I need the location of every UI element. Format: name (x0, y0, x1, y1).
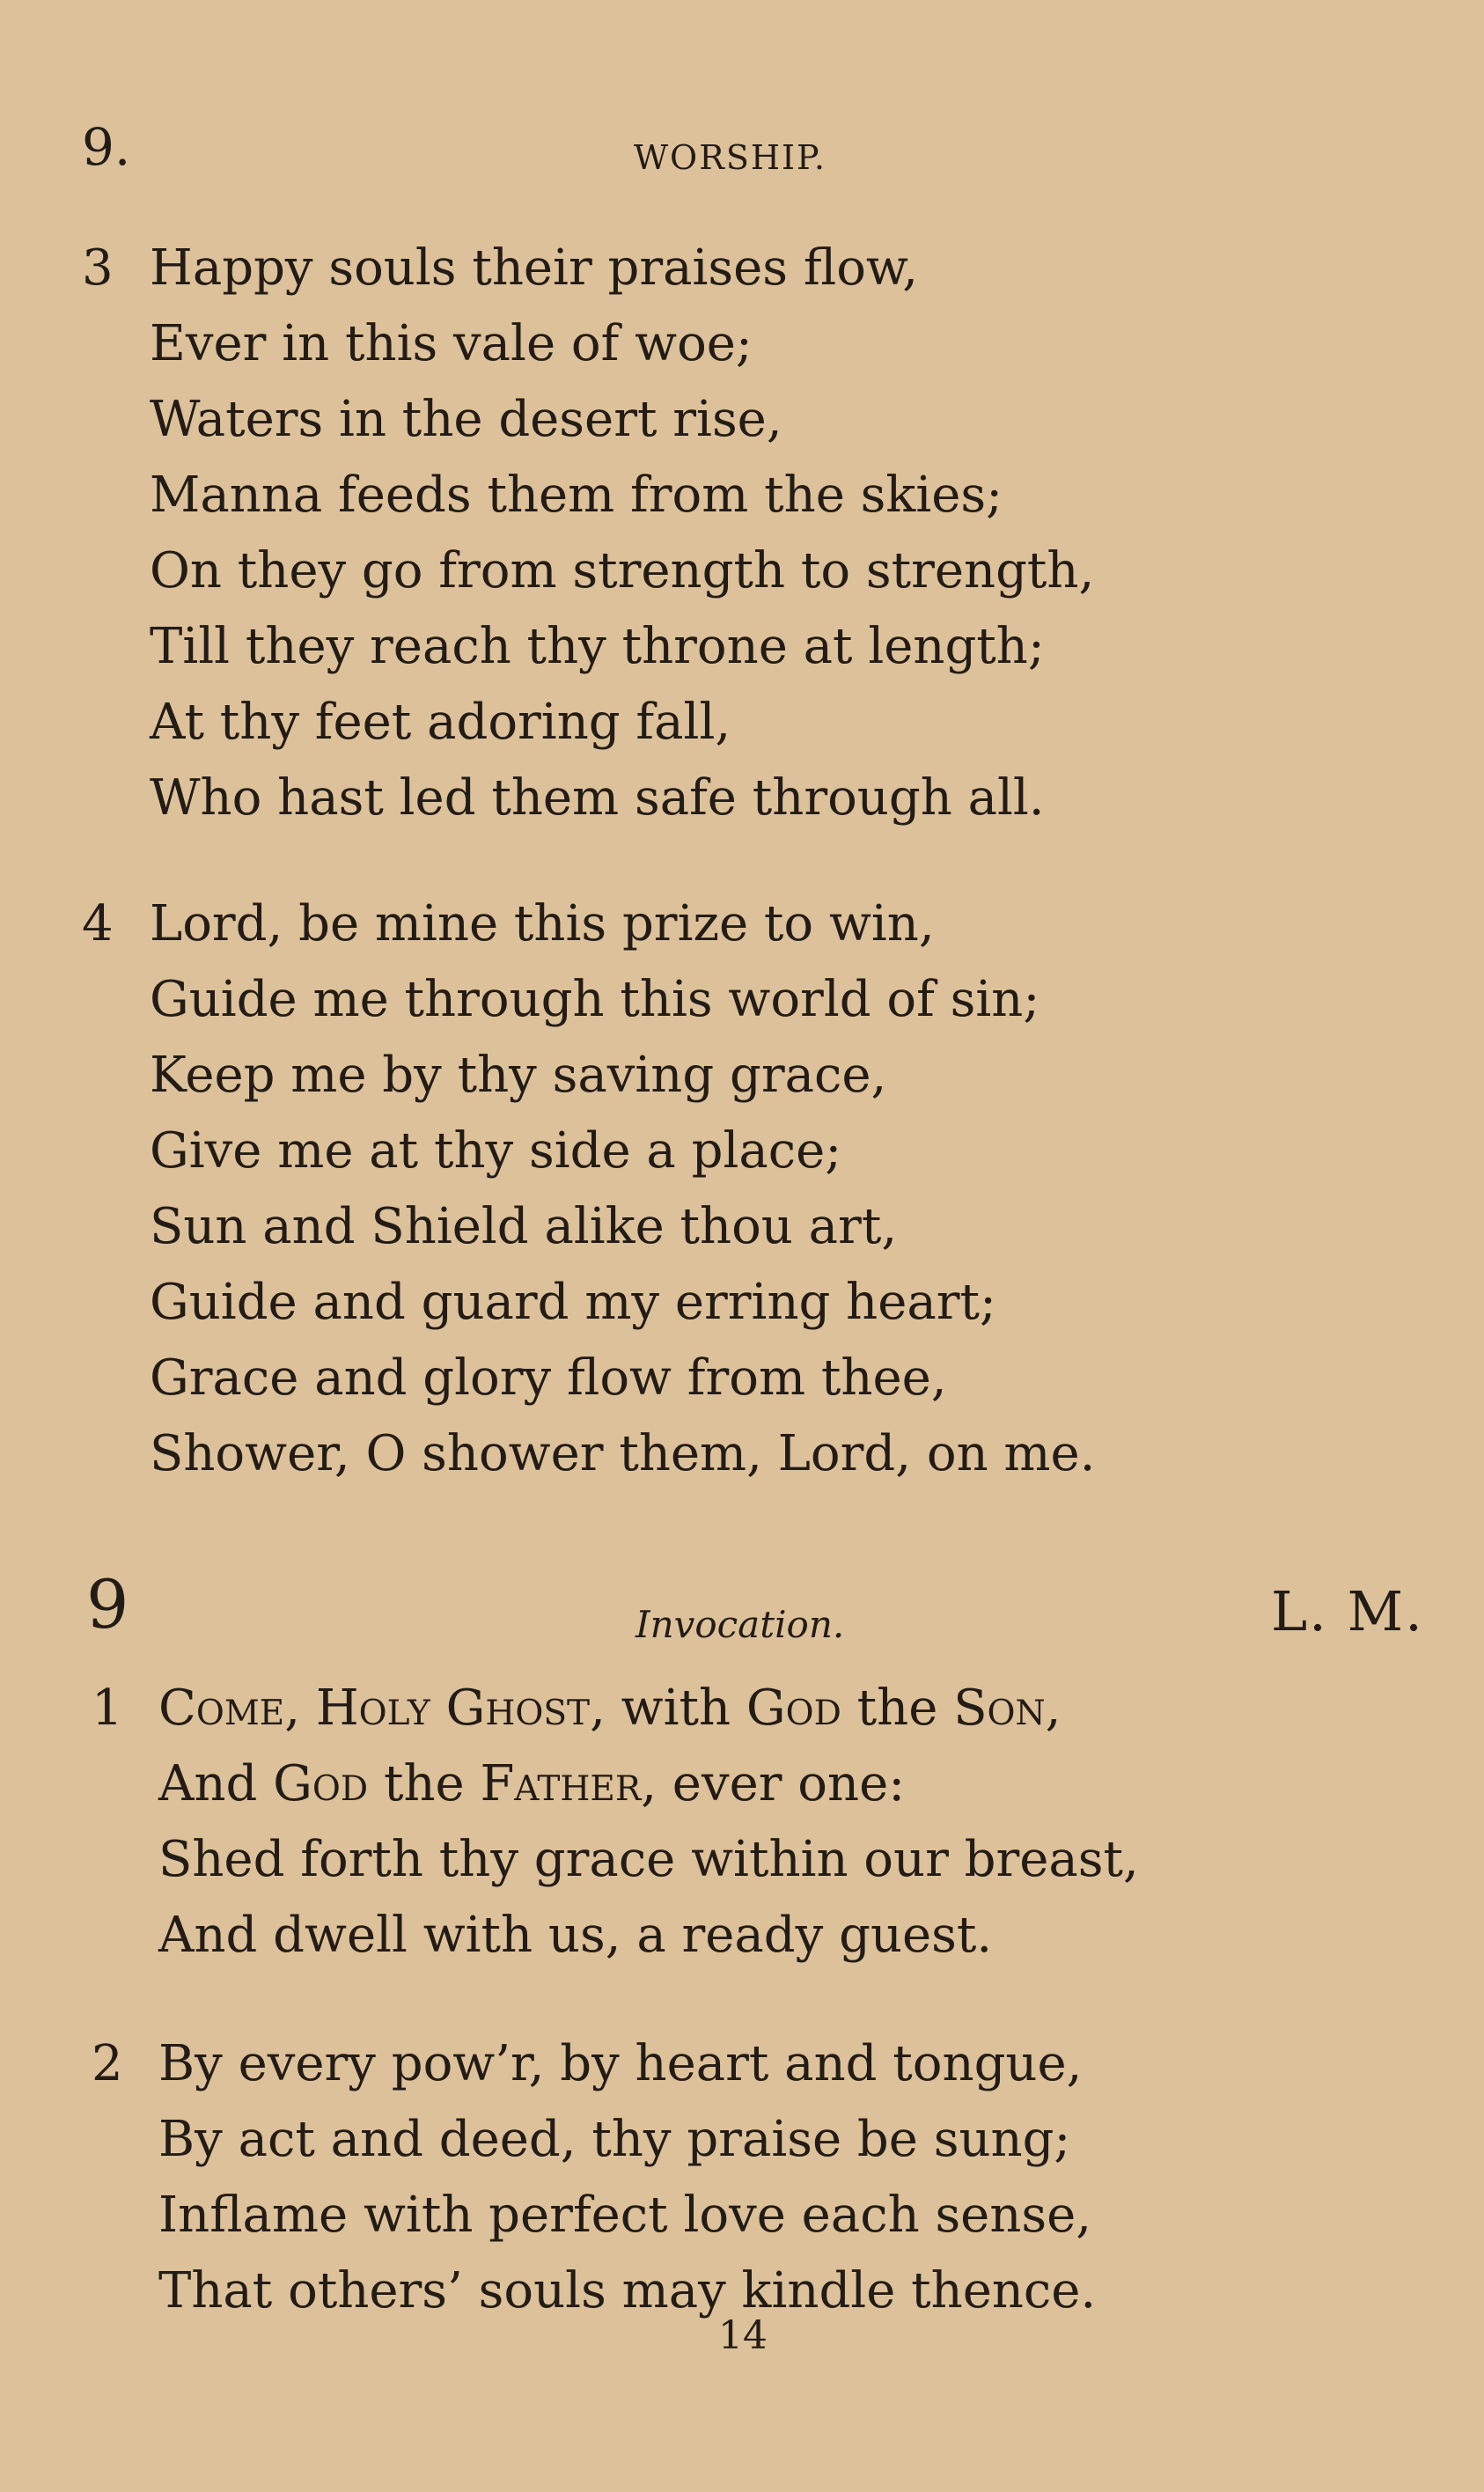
verse-text: And (158, 1755, 274, 1812)
stanza-lines (150, 231, 1094, 836)
verse-text: the (368, 1755, 481, 1812)
verse-line: Grace and glory flow from thee, (150, 1349, 947, 1407)
stanza-lines (158, 1671, 1139, 1974)
hymn-meter: L. M. (1271, 1579, 1424, 1643)
hymn-title: Invocation. (635, 1603, 845, 1646)
verse-line: At thy feet adoring fall, (150, 694, 731, 751)
small-caps-word: God (273, 1755, 369, 1812)
hymn-number: 9 (86, 1565, 129, 1643)
verse-line: On they go from strength to strength, (150, 542, 1095, 599)
verse-line: Sun and Shield alike thou art, (150, 1198, 898, 1255)
stanza-lines (150, 886, 1095, 1492)
verse-text: , with (590, 1680, 746, 1737)
stanza-number: 4 (82, 895, 114, 952)
verse-line: Guide me through this world of sin; (150, 971, 1040, 1028)
verse-line: Till they reach thy throne at length; (150, 618, 1045, 675)
stanza-number: 2 (92, 2035, 123, 2092)
verse-line: Lord, be mine this prize to win, (150, 895, 935, 952)
verse-line: Inflame with perfect love each sense, (158, 2187, 1092, 2244)
verse-text: , (1045, 1680, 1062, 1737)
verse-line: Keep me by thy saving grace, (150, 1047, 887, 1104)
hymn-heading (0, 1565, 1484, 1659)
small-caps-word: Father (480, 1755, 642, 1812)
verse-line: Who hast led them safe through all. (150, 769, 1045, 827)
verse-line: By every pow’r, by heart and tongue, (158, 2035, 1083, 2092)
small-caps-word: Son (953, 1680, 1046, 1737)
verse-line: Shed forth thy grace within our breast, (158, 1831, 1139, 1888)
verse-line: Give me at thy side a place; (150, 1122, 842, 1180)
verse-line: Waters in the desert rise, (150, 391, 782, 448)
footer-page-number: 14 (718, 2313, 768, 2358)
small-caps-word: God (746, 1680, 841, 1737)
verse-text: , (284, 1680, 316, 1737)
verse-line: Ever in this vale of woe; (150, 315, 753, 372)
verse-line (158, 1746, 1139, 1822)
running-page-number: 9. (82, 117, 131, 177)
verse-line: And dwell with us, a ready guest. (158, 1907, 993, 1964)
small-caps-word: Holy Ghost (315, 1680, 591, 1737)
verse-line: That others’ souls may kindle thence. (158, 2262, 1097, 2319)
verse-text: the (841, 1680, 954, 1737)
running-section-title: WORSHIP. (634, 138, 826, 177)
verse-line (158, 1671, 1139, 1746)
verse-line: Guide and guard my erring heart; (150, 1274, 996, 1331)
verse-line: Happy souls their praises flow, (150, 239, 919, 297)
stanza-number: 3 (82, 239, 114, 297)
stanza-number: 1 (92, 1680, 123, 1737)
verse-line: Shower, O shower them, Lord, on me. (150, 1425, 1096, 1482)
verse-line: By act and deed, thy praise be sung; (158, 2111, 1071, 2168)
verse-line: Manna feeds them from the skies; (150, 467, 1003, 524)
verse-text: , ever one: (641, 1755, 906, 1812)
stanza-lines (158, 2026, 1096, 2329)
small-caps-word: Come (158, 1680, 285, 1737)
